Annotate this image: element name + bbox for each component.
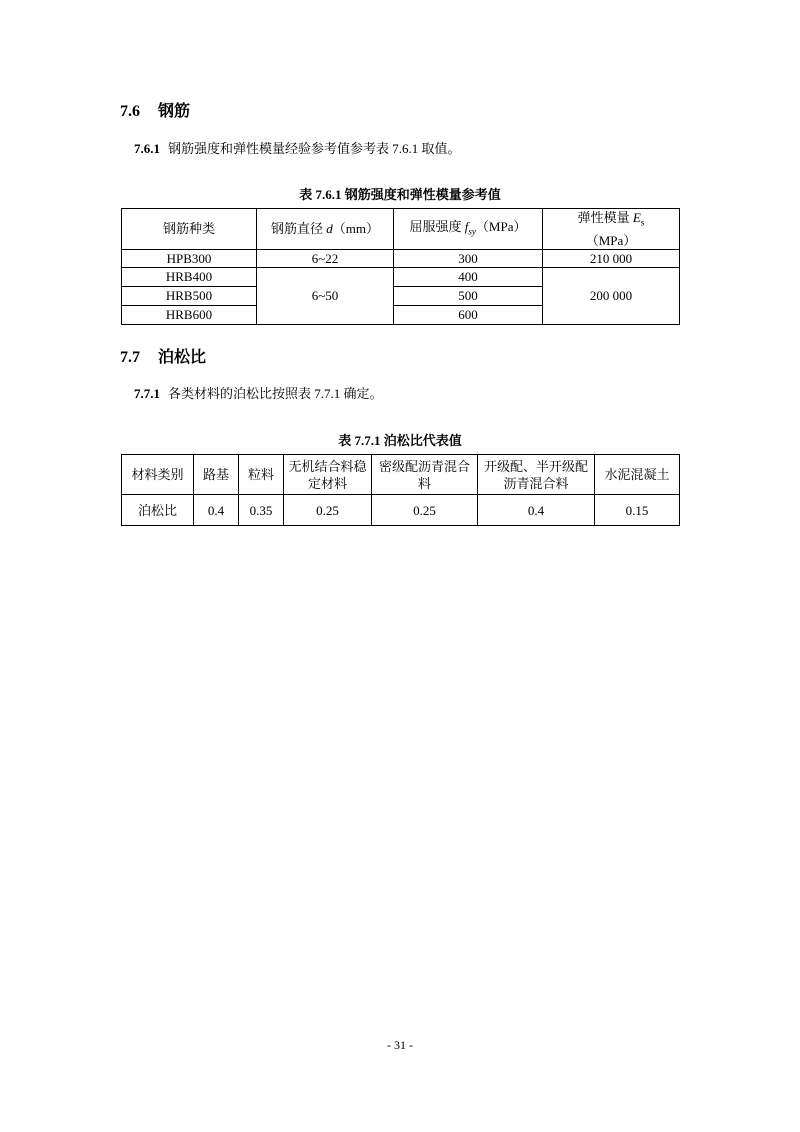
cell-value: 0.25 — [372, 495, 478, 526]
section-heading-7-7 — [120, 344, 206, 367]
header-subgrade: 路基 — [194, 455, 239, 495]
table-row — [122, 495, 680, 526]
cell-type: HRB600 — [122, 305, 257, 324]
cell-value: 0.35 — [239, 495, 284, 526]
header-cement-concrete: 水泥混凝土 — [595, 455, 680, 495]
header-inorganic-binder: 无机结合料稳定材料 — [284, 455, 372, 495]
table-caption-7-6-1: 表 7.6.1 钢筋强度和弹性模量参考值 — [299, 187, 501, 202]
section-number: 7.7 — [120, 349, 140, 366]
cell-value: 0.4 — [478, 495, 595, 526]
header-diameter: 钢筋直径 d（mm） — [257, 209, 394, 250]
table-header-row — [122, 455, 680, 495]
header-material-type: 材料类别 — [122, 455, 194, 495]
clause-text: 各类材料的泊松比按照表 7.7.1 确定。 — [168, 386, 383, 401]
section-title: 泊松比 — [158, 347, 207, 366]
header-dense-asphalt: 密级配沥青混合料 — [372, 455, 478, 495]
cell-type: HRB500 — [122, 286, 257, 305]
page-number: - 31 - — [387, 1038, 413, 1052]
clause-text: 钢筋强度和弹性模量经验参考值参考表 7.6.1 取值。 — [168, 141, 461, 156]
header-type: 钢筋种类 — [122, 209, 257, 250]
cell-diameter: 6~50 — [257, 267, 394, 324]
cell-label: 泊松比 — [122, 495, 194, 526]
section-heading-7-6 — [120, 98, 190, 121]
clause-7-6-1 — [134, 138, 461, 157]
clause-number: 7.7.1 — [134, 386, 160, 401]
header-modulus: 弹性模量 $E_s$ （MPa） — [543, 209, 680, 250]
table-7-6-1 — [121, 208, 680, 325]
cell-yield: 300 — [394, 249, 543, 267]
cell-modulus: 210 000 — [543, 249, 680, 267]
clause-7-7-1 — [134, 383, 383, 402]
section-number: 7.6 — [120, 103, 140, 120]
table-header-row — [122, 209, 680, 250]
table-row — [122, 249, 680, 267]
table-caption-7-7-1: 表 7.7.1 泊松比代表值 — [338, 433, 462, 448]
header-granular: 粒料 — [239, 455, 284, 495]
cell-yield: 600 — [394, 305, 543, 324]
table-row — [122, 267, 680, 286]
cell-modulus: 200 000 — [543, 267, 680, 324]
cell-yield: 500 — [394, 286, 543, 305]
cell-diameter: 6~22 — [257, 249, 394, 267]
table-7-7-1 — [121, 454, 680, 526]
section-title: 钢筋 — [158, 101, 191, 120]
cell-type: HPB300 — [122, 249, 257, 267]
clause-number: 7.6.1 — [134, 141, 160, 156]
cell-value: 0.15 — [595, 495, 680, 526]
cell-yield: 400 — [394, 267, 543, 286]
cell-type: HRB400 — [122, 267, 257, 286]
header-yield: 屈服强度 $f_{sy}(MPa)$ — [394, 209, 543, 250]
header-open-asphalt: 开级配、半开级配沥青混合料 — [478, 455, 595, 495]
cell-value: 0.4 — [194, 495, 239, 526]
cell-value: 0.25 — [284, 495, 372, 526]
